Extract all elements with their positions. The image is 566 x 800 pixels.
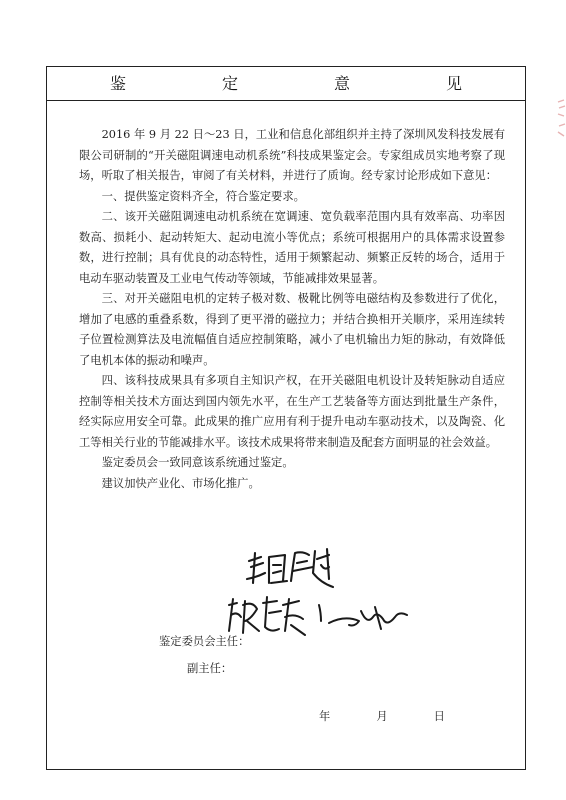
committee-chair-label: 鉴定委员会主任： [159,635,250,648]
signing-date [319,708,445,724]
date-month-label: 月 [376,710,388,723]
paragraph-intro: 2016 年 9 月 22 日～23 日，工业和信息化部组织并主持了深圳风发科技发展有限公司研制的“开关磁阻调速电动机系统”科技成果鉴定会。专家组成员实地考察了现场，听取了相关报告，审阅了有关材料，并进行了质询。经专家讨论形成如下意见： [79,128,505,182]
date-year-label: 年 [319,710,331,723]
vice-chair-label: 副主任： [187,662,233,675]
vice-chair-handwritten-signature-1 [225,591,311,641]
chair-handwritten-signature [243,543,343,597]
stamp-edge-fragment [556,96,566,144]
paragraph-item-4: 四、该科技成果具有多项自主知识产权，在开关磁阻电机设计及转矩脉动自适应控制等相关技术方面达到国内领先水平，在生产工艺装备等方面达到批量生产条件，经实际应用安全可靠。此成果的推广应用有利于提升电动车驱动技术，以及陶瓷、化工等相关行业的节能减排水平。该技术成果将带来制造及配套方面明显的社会效益。 [79,374,505,449]
paragraph-recommendation: 建议加快产业化、市场化推广。 [101,476,260,490]
page-title: 鉴 定 意 见 [109,74,502,93]
opinion-body [79,125,505,494]
paragraph-item-3: 三、对开关磁阻电机的定转子极对数、极靴比例等电磁结构及参数进行了优化，增加了电感的重叠系数，得到了更平滑的磁拉力；并结合换相开关顺序，采用连续转子位置检测算法及电流幅值自适应控制策略，减小了电机输出力矩的脉动，有效降低了电机本体的振动和噪声。 [79,292,505,367]
paragraph-item-2: 二、该开关磁阻调速电动机系统在宽调速、宽负载率范围内具有效率高、功率因数高、损耗小、起动转矩大、起动电流小等优点；系统可根据用户的具体需求设置参数，进行控制；具有优良的动态特性，适用于频繁起动、频繁正反转的场合，适用于电动车驱动装置及工业电气传动等领域，节能减排效果显著。 [79,210,505,285]
date-day-label: 日 [433,710,445,723]
opinion-form-frame [46,66,526,770]
title-bar [47,67,525,101]
vice-chair-handwritten-signature-2 [315,601,411,635]
paragraph-approval: 鉴定委员会一致同意该系统通过鉴定。 [101,456,294,469]
paragraph-item-1: 一、提供鉴定资料齐全，符合鉴定要求。 [101,189,305,203]
